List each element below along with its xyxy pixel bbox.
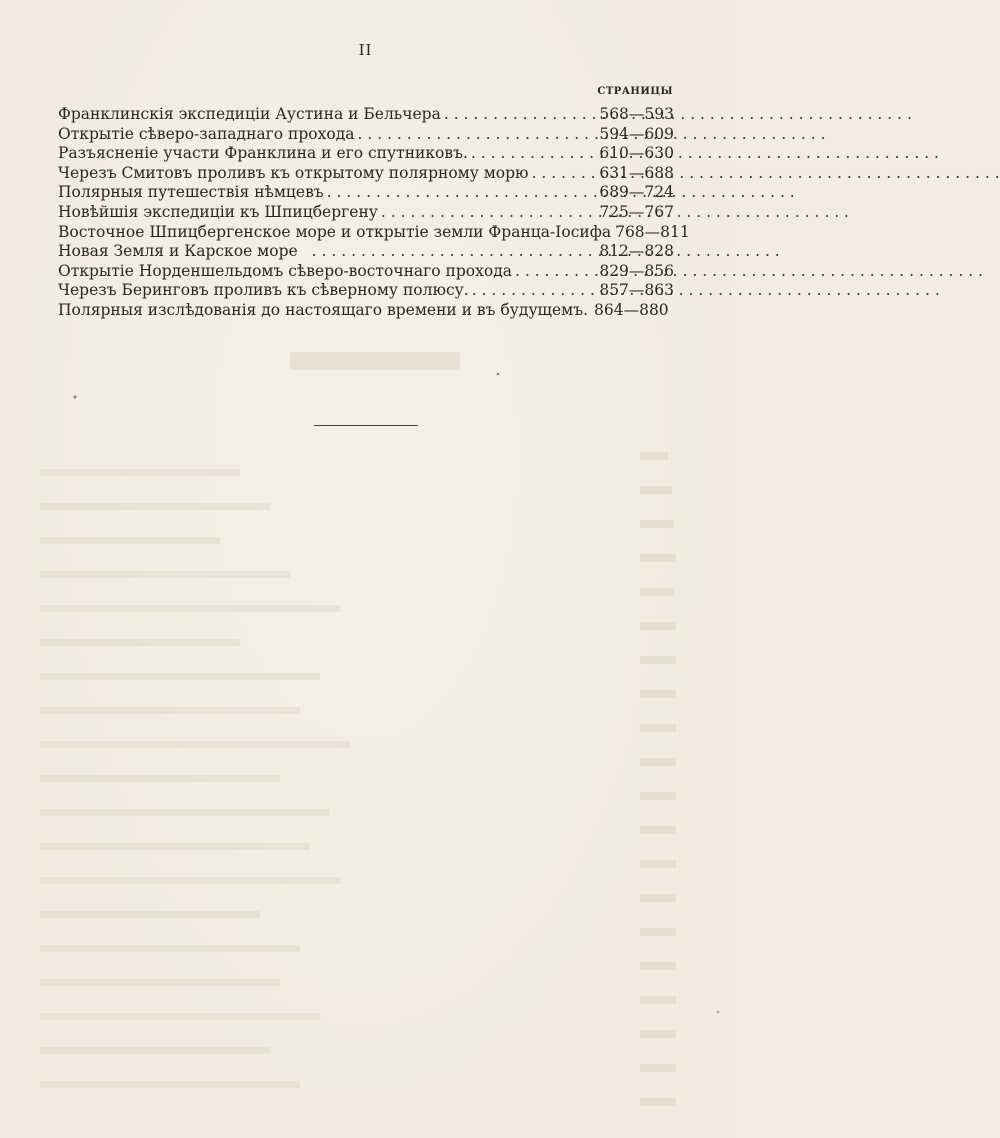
page-number: II	[358, 41, 373, 59]
toc-entry-title: Восточное Шпицбергенское море и открытіе земли Франца-Іосифа	[58, 222, 612, 241]
toc-entry-title: Черезъ Смитовъ проливъ къ открытому полярному морю	[58, 163, 529, 182]
toc-entry	[58, 105, 674, 125]
toc-entry-title: Франклинскія экспедиціи Аустина и Бельчера	[58, 105, 441, 123]
toc-entry-title: Новая Земля и Карское море	[58, 242, 298, 261]
toc-entry-pages: 768—811	[615, 222, 690, 241]
dot-leader	[468, 144, 599, 164]
dot-leader	[512, 262, 599, 282]
dot-leader	[441, 105, 599, 125]
toc-entry-title: Открытіе Норденшельдомъ сѣверо-восточнаго прохода	[58, 261, 512, 280]
toc-entry-title: Новѣйшія экспедиціи къ Шпицбергену	[58, 202, 378, 221]
toc-entry-title: Полярныя изслѣдованія до настоящаго времени и въ будущемъ.	[58, 300, 588, 319]
toc-entry-title: Черезъ Беринговъ проливъ къ сѣверному полюсу.	[58, 281, 469, 300]
toc-entry-title: Разъясненіе участи Франклина и его спутниковъ.	[58, 144, 468, 163]
toc-entry-pages: 864—880	[594, 300, 669, 319]
toc-entry-pages: 857—863	[599, 281, 674, 300]
toc-entry-pages: 594—609	[599, 124, 674, 143]
dot-leader	[298, 242, 600, 262]
toc-entry	[58, 242, 674, 262]
pages-column-header: СТРАНИЦЫ	[597, 86, 673, 97]
toc-entry-pages: 689—724	[599, 183, 674, 202]
toc-entry-title: Полярныя путешествія нѣмцевъ	[58, 183, 324, 202]
dot-leader	[324, 183, 600, 203]
toc-entry	[58, 262, 674, 282]
toc-entry-pages: 610—630	[599, 144, 674, 163]
toc-entry-pages: 631—688	[599, 163, 674, 182]
section-separator-rule	[314, 425, 418, 426]
toc-entry-pages: 829—856	[599, 261, 674, 280]
toc-entry	[58, 222, 690, 243]
dot-leader	[378, 203, 599, 223]
toc-entry	[58, 144, 674, 164]
toc-entry-pages: 725—767	[599, 202, 674, 221]
table-of-contents	[58, 105, 690, 321]
toc-entry-pages: 812—828	[599, 242, 674, 261]
toc-entry-pages: 568—593	[599, 105, 674, 123]
toc-entry	[58, 301, 674, 321]
toc-entry-title: Открытіе сѣверо-западнаго прохода	[58, 124, 355, 143]
toc-entry	[58, 203, 674, 223]
dot-leader	[529, 164, 600, 184]
toc-entry	[58, 183, 674, 203]
dot-leader	[354, 125, 599, 145]
toc-entry	[58, 125, 674, 145]
toc-entry	[58, 164, 674, 184]
toc-entry	[58, 281, 674, 301]
dot-leader	[469, 281, 600, 301]
